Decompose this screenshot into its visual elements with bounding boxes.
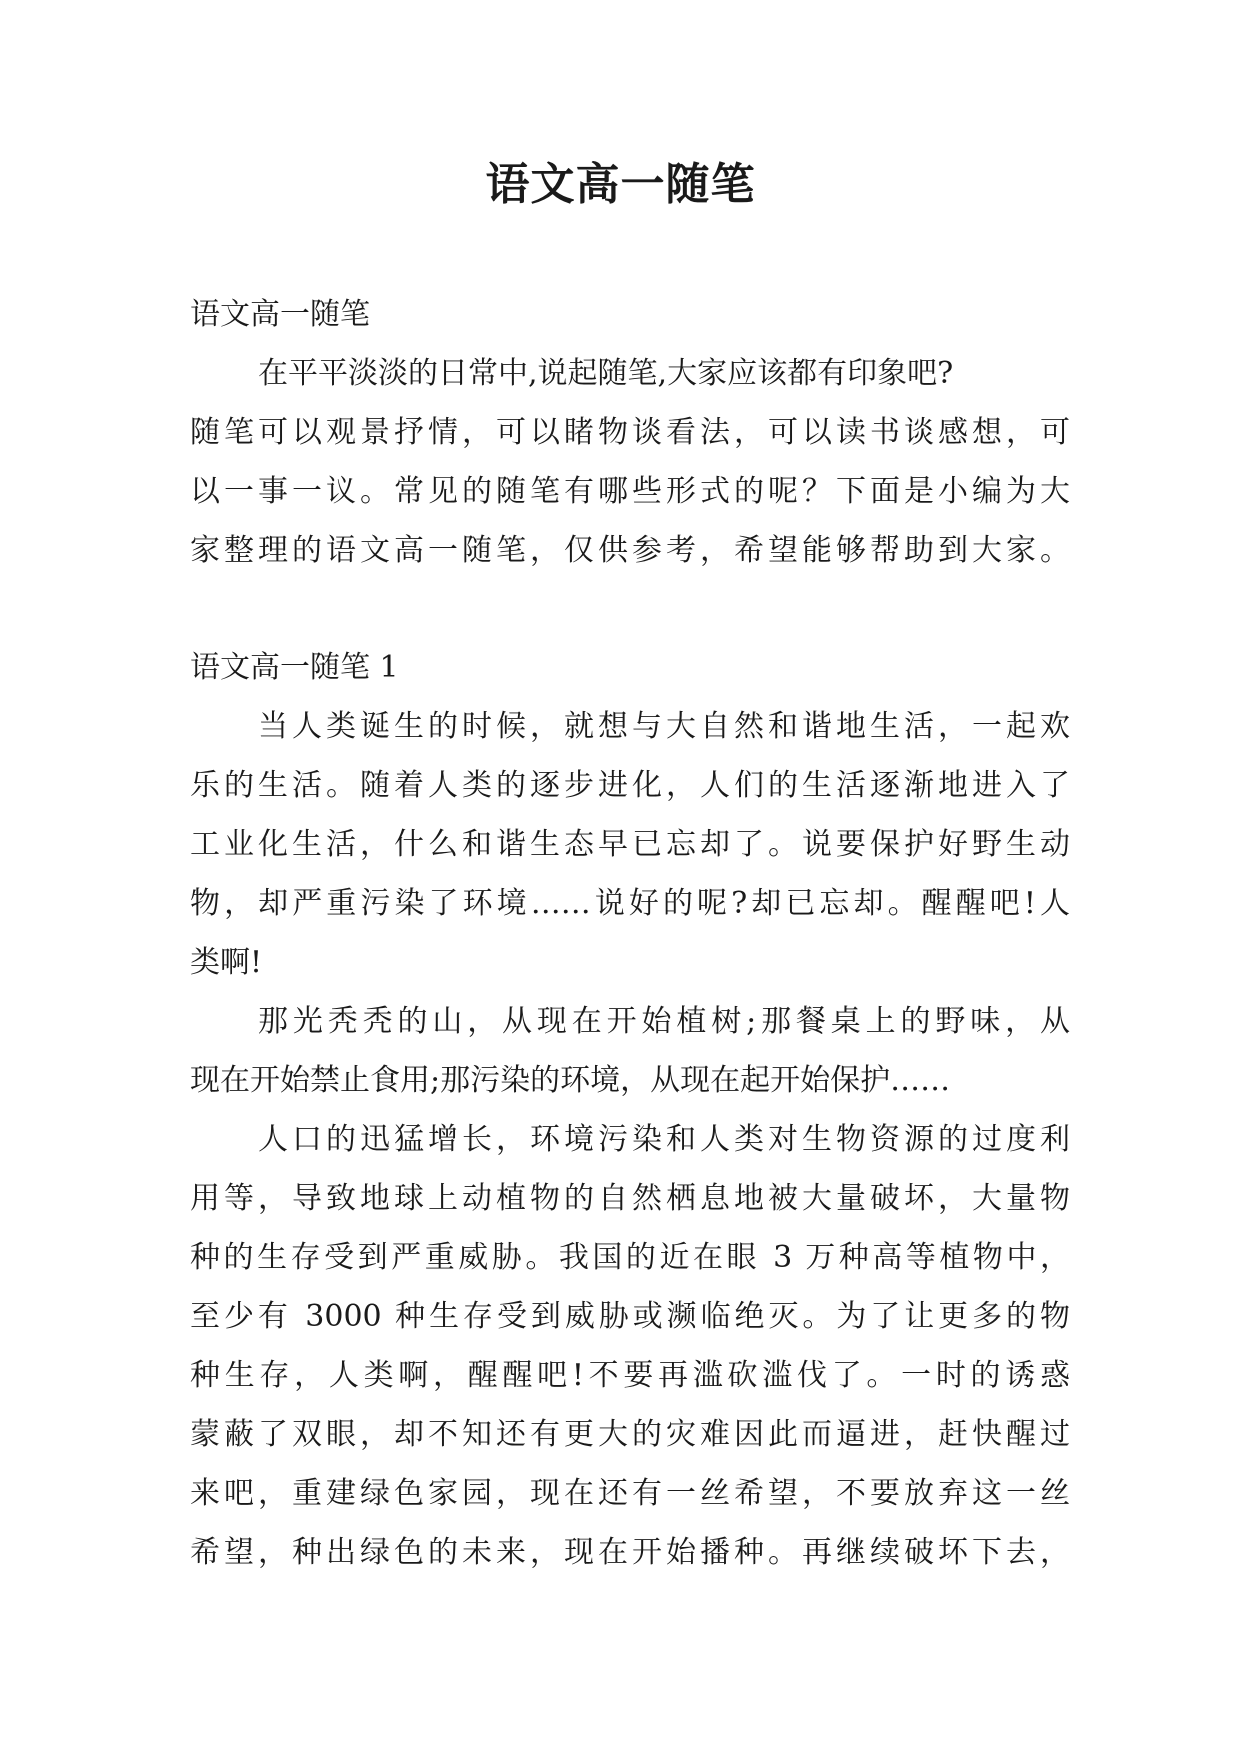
- paragraph-line: 用等，导致地球上动植物的自然栖息地被大量破坏，大量物: [190, 1181, 1070, 1216]
- paragraph-line: 蒙蔽了双眼，却不知还有更大的灾难因此而逼进，赶快醒过: [190, 1417, 1070, 1452]
- paragraph-line: 随笔可以观景抒情，可以睹物谈看法，可以读书谈感想，可: [190, 415, 1070, 450]
- section-heading: 语文高一随笔: [190, 297, 370, 332]
- paragraph-line: 现在开始禁止食用;那污染的环境，从现在起开始保护……: [190, 1063, 951, 1098]
- paragraph-line: 以一事一议。常见的随笔有哪些形式的呢？下面是小编为大: [190, 474, 1070, 509]
- paragraph-line: 乐的生活。随着人类的逐步进化，人们的生活逐渐地进入了: [190, 768, 1070, 803]
- paragraph-line: 当人类诞生的时候，就想与大自然和谐地生活，一起欢: [258, 709, 1070, 744]
- document-body: [190, 285, 1070, 1582]
- paragraph-line: 工业化生活，什么和谐生态早已忘却了。说要保护好野生动: [190, 827, 1070, 862]
- paragraph-line: 希望，种出绿色的未来，现在开始播种。再继续破坏下去，: [190, 1535, 1070, 1570]
- paragraph-line: 人口的迅猛增长，环境污染和人类对生物资源的过度利: [258, 1122, 1070, 1157]
- blank-line: [190, 580, 1070, 638]
- paragraph-line: 种的生存受到严重威胁。我国的近在眼 3 万种高等植物中，: [190, 1240, 1070, 1275]
- paragraph-line: 类啊!: [190, 945, 263, 980]
- paragraph-line: 家整理的语文高一随笔，仅供参考，希望能够帮助到大家。: [190, 533, 1070, 568]
- paragraph-line: 那光秃秃的山，从现在开始植树;那餐桌上的野味，从: [258, 1004, 1070, 1039]
- paragraph-line: 来吧，重建绿色家园，现在还有一丝希望，不要放弃这一丝: [190, 1476, 1070, 1511]
- document-title: 语文高一随笔: [485, 159, 756, 210]
- paragraph-line: 物，却严重污染了环境……说好的呢?却已忘却。醒醒吧!人: [190, 886, 1070, 921]
- paragraph-line: 至少有 3000 种生存受到威胁或濒临绝灭。为了让更多的物: [190, 1299, 1070, 1334]
- paragraph-line: 在平平淡淡的日常中,说起随笔,大家应该都有印象吧?: [258, 356, 954, 391]
- section-heading: 语文高一随笔 1: [190, 650, 399, 685]
- paragraph-line: 种生存，人类啊，醒醒吧!不要再滥砍滥伐了。一时的诱惑: [190, 1358, 1070, 1393]
